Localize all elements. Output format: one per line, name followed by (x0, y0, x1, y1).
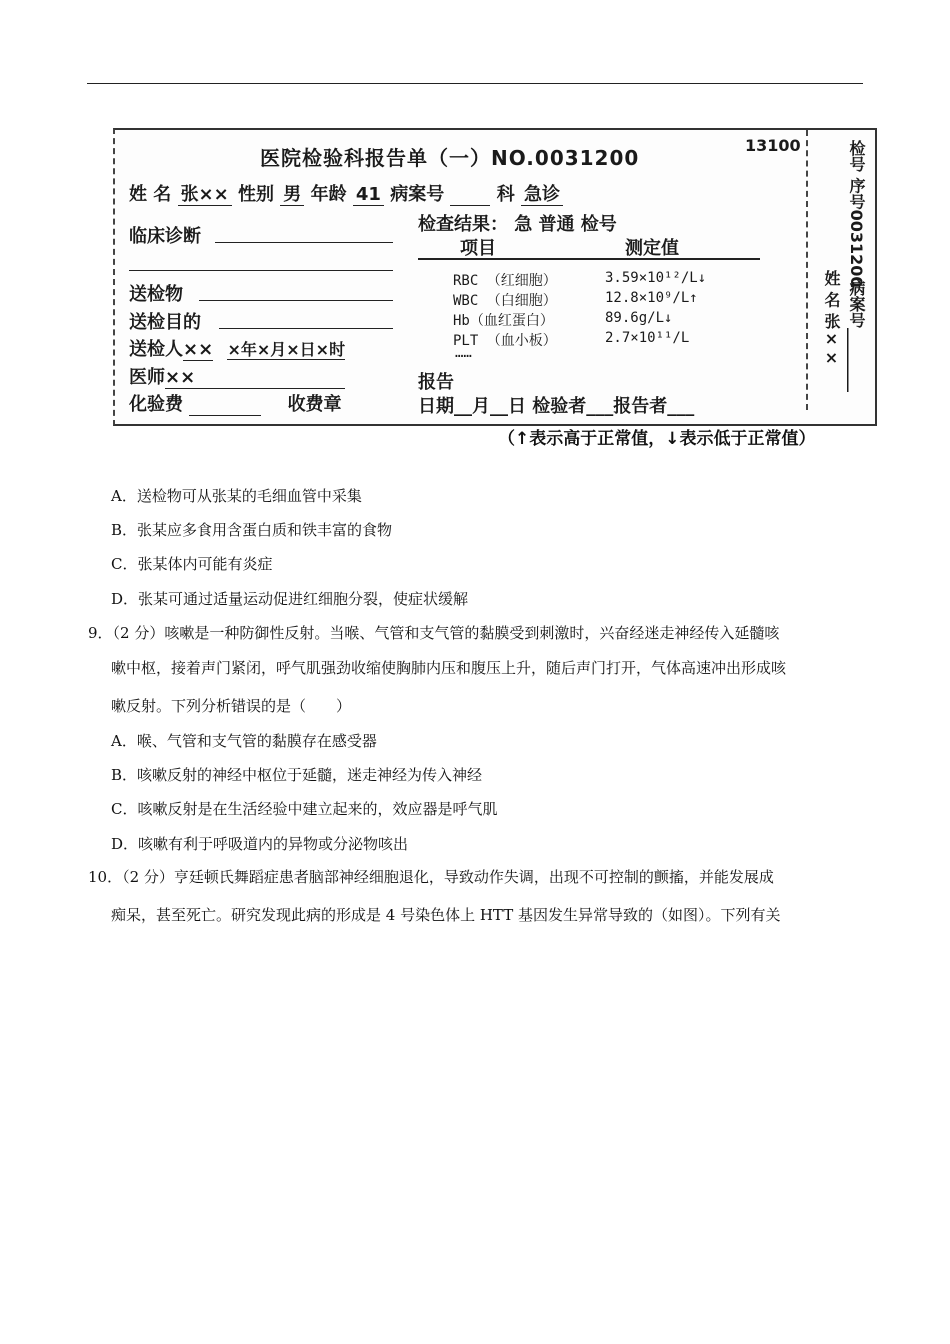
stub-case: 病案号________ (847, 280, 866, 392)
q8-option-c: C．张某体内可能有炎症 (111, 555, 273, 573)
fee-row (129, 390, 342, 416)
sender-time: ×年×月×日×时 (227, 340, 346, 359)
stub-serial: 检号 序号0031200 (847, 140, 866, 288)
q9-option-a: A．喉、气管和支气管的黏膜存在感受器 (111, 732, 377, 750)
fee-label: 化验费 (129, 394, 183, 415)
gender-value: 男 (280, 184, 304, 206)
q8-option-a: A．送检物可从张某的毛细血管中采集 (111, 487, 362, 505)
test-ellipsis: …… (455, 345, 472, 361)
lab-report-image (113, 128, 877, 426)
stub-name: 姓 名 张×× (822, 270, 841, 368)
q9-option-b: B．咳嗽反射的神经中枢位于延髓，迷走神经为传入神经 (111, 766, 483, 784)
date-line: 日期__月__日 检验者___报告者___ (418, 396, 695, 417)
stub-divider (806, 130, 808, 410)
q10-stem-line-2: 痴呆，甚至死亡。研究发现此病的形成是 4 号染色体上 HTT 基因发生异常导致的（如图）。下列有关 (111, 906, 781, 924)
gender-label: 性别 (238, 184, 275, 205)
specimen-line (199, 300, 393, 301)
case-blank (450, 187, 490, 206)
age-label: 年龄 (310, 184, 347, 205)
header-rule (87, 83, 863, 84)
test-value: 89.6g/L↓ (605, 310, 673, 326)
sender-row (129, 335, 345, 361)
report-label: 报告 (418, 372, 454, 393)
purpose-label: 送检目的 (129, 312, 201, 333)
col-value-header: 测定值 (625, 238, 679, 259)
result-header: 检查结果： 急 普通 检号 (418, 214, 617, 235)
case-label: 病案号 (390, 184, 445, 205)
test-item: RBC （红细胞） (453, 273, 557, 289)
diagnosis-line-1 (215, 242, 393, 243)
q10-stem-line-1: 10．（2 分）亨廷顿氏舞蹈症患者脑部神经细胞退化，导致动作失调，出现不可控制的颤搐，并能发展成 (88, 868, 774, 886)
dept-label: 科 (496, 184, 515, 205)
test-item: WBC （白细胞） (453, 293, 557, 309)
purpose-line (219, 328, 393, 329)
q8-option-d: D．张某可通过适量运动促进红细胞分裂，使症状缓解 (111, 590, 469, 608)
result-divider (418, 258, 760, 260)
test-value: 3.59×10¹²/L↓ (605, 270, 707, 286)
patient-info-row (129, 180, 563, 206)
q9-option-d: D．咳嗽有利于呼吸道内的异物或分泌物咳出 (111, 835, 409, 853)
doctor-label: 医师 (129, 367, 165, 388)
sender-label: 送检人 (129, 339, 183, 360)
q9-stem-line-1: 9．（2 分）咳嗽是一种防御性反射。当喉、气管和支气管的黏膜受到刺激时，兴奋经迷走神经传入延髓咳 (88, 624, 780, 642)
q8-option-b: B．张某应多食用含蛋白质和铁丰富的食物 (111, 521, 393, 539)
age-value: 41 (353, 184, 384, 206)
report-caption: （↑表示高于正常值，↓表示低于正常值） (498, 429, 816, 449)
report-serial: 13100 (745, 136, 801, 155)
fee-blank (189, 397, 261, 416)
stamp-label: 收费章 (287, 394, 342, 415)
specimen-label: 送检物 (129, 284, 183, 305)
q9-stem-line-2: 嗽中枢，接着声门紧闭，呼气肌强劲收缩使胸肺内压和腹压上升，随后声门打开，气体高速冲出形成咳 (111, 659, 787, 677)
test-value: 12.8×10⁹/L↑ (605, 290, 698, 306)
name-label: 姓 名 (129, 184, 172, 205)
name-value: 张×× (178, 184, 232, 206)
report-title: 医院检验科报告单（一）NO.0031200 (260, 146, 640, 170)
col-item-header: 项目 (460, 238, 496, 259)
sender-value: ×× (183, 339, 214, 360)
q9-option-c: C．咳嗽反射是在生活经验中建立起来的，效应器是呼气肌 (111, 800, 498, 818)
q9-stem-line-3: 嗽反射。下列分析错误的是（ ） (111, 697, 352, 715)
diagnosis-label: 临床诊断 (129, 226, 201, 247)
test-item: PLT （血小板） (453, 333, 557, 349)
dept-value: 急诊 (521, 184, 563, 206)
test-item: Hb（血红蛋白） (453, 313, 554, 329)
doctor-value: ×× (165, 367, 345, 389)
test-value: 2.7×10¹¹/L (605, 330, 690, 346)
diagnosis-line-2 (129, 270, 393, 271)
doctor-row (129, 363, 345, 389)
